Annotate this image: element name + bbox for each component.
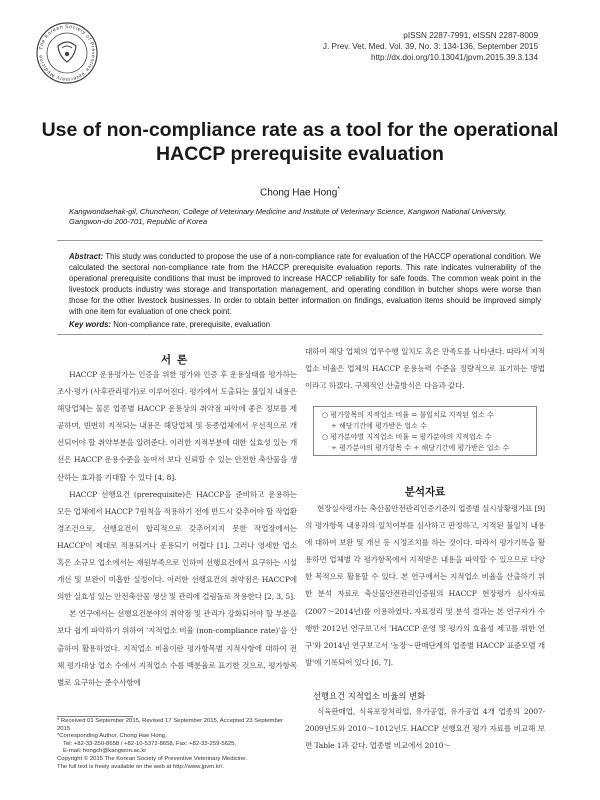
data-section-body xyxy=(305,500,545,671)
author-line xyxy=(0,186,600,198)
footnote xyxy=(57,716,297,771)
keywords-label: Key words: xyxy=(69,320,112,329)
formula-box xyxy=(313,406,537,456)
svg-text:The Korean Society of Preventi: The Korean Society of Preventive Veterinary Medicine xyxy=(38,23,97,83)
intro-body xyxy=(57,366,297,691)
formula-line: ○ 평가분야별 지적업소 비율 = 평가분야의 지적업소 수 xyxy=(322,433,492,441)
affiliation xyxy=(69,207,539,227)
footnote-line: *Corresponding Author, Chong Hae Hong, xyxy=(57,733,167,740)
affiliation-line-1: Kangwondaehak-gil, Chuncheon, College of Veterinary Medicine and Institute of Veterinary Science, Kangwon National University, xyxy=(69,207,507,216)
formula-line: ÷ 해당기간에 평가받은 업소 수 xyxy=(331,422,427,430)
paragraph: HACCP 선행요건 (prerequisite)은 HACCP을 준비하고 운용하는 모든 업체에서 HACCP 7원칙을 적용하기 전에 반드시 갖추어야 할 작업환경조건으로, 선행요건이 합리적으로 갖추어지지 못한 작업장에서는 HACCP이 제대로 적용되거나 운용되기 어렵다 [1]. 그러나 영세한 업소 혹은 소규모 업소에서는 재원부족으로 인하여 선행요건에서 요구하는 시설개선 및 보완이 미흡한 실정이다. 이러한 선행요건의 취약점은 HACCP에 의한 실효성 있는 안전축산물 생산 및 관리에 걸림돌로 작용한다 [2, 3, 5]. xyxy=(57,489,297,602)
affiliation-line-2: Gangwon-do 200-701, Republic of Korea xyxy=(69,217,208,226)
footnote-line: * Received 01 September 2015, Revised 17 September 2015, Accepted 23 September 2015 xyxy=(57,718,283,732)
title-line-2: HACCP prerequisite evaluation xyxy=(156,143,444,165)
article-title xyxy=(40,118,560,166)
abstract-text: This study was conducted to propose the use of a non-compliance rate for evaluation of the HACCP operational condition. We calculated the sectoral non-compliance rate from the HACCP prerequisite evaluation reports. This rate indicates vulnerability of the operational prerequisite conditions that must be improved to increase HACCP reliability for safe foods. The common weak point in the livestock products industry was storage and transportation management, and operating condition in butcher shops were worse than those for the other livestock businesses. In order to obtain better information on findings, evaluation items should be improved simply with one item for evaluation of one check point. xyxy=(69,252,541,317)
keywords xyxy=(69,320,541,329)
corresponding-mark: * xyxy=(337,186,340,193)
abstract-label: Abstract: xyxy=(69,252,104,261)
divider xyxy=(57,240,543,241)
formula-line: ○ 평가항목의 지적업소 비율 = 불일치로 지적된 업소 수 xyxy=(322,411,494,419)
subsection-body xyxy=(305,703,545,754)
doi-link[interactable]: http://dx.doi.org/10.13041/jpvm.2015.39.3.134 xyxy=(370,52,538,62)
formula-line: ÷ 평가분야의 평가항목 수 ÷ 해당기간에 평가받은 업소 수 xyxy=(331,444,510,452)
divider xyxy=(57,334,543,335)
title-line-1: Use of non-compliance rate as a tool for the operational xyxy=(41,119,559,141)
paragraph: 현장실사평가는 축산물안전관리인증기준의 업종별 실시상황평가표 [9]의 평가항목 내용과의 일치여부를 심사하고 판정하고, 지적된 불일치 내용에 대하여 보완 및 개선 등 시정조치를 하는 것이다. 따라서 평가기록을 활용하면 업체별 각 평가항목에서 지적받은 내용을 파악할 수 있으므로 다양한 목적으로 활용할 수 있다. 본 연구에서는 지적업소 비율을 산출하기 위한 분석 자료로 축산물안전관리인증원의 HACCP 현장평가 심사자료(2007～2014년)를 이용하였다. 자료정리 및 분석 결과는 본 연구자가 수행한 2012년 연구보고서 'HACCP 운영 및 평가의 효율성 제고를 위한 연구'와 2014년 연구보고서 '농장～판매단계의 업종별 HACCP 표준모델 개발'에 기록되어 있다 [6, 7]. xyxy=(305,504,545,667)
abstract xyxy=(69,251,541,317)
footnote-line: The full text is freely available on the web at http://www.jpvm.kr/. xyxy=(57,763,224,770)
keywords-text: Non-compliance rate, prerequisite, evaluation xyxy=(113,320,271,329)
footnote-line: E-mail: hongch@kangwon.ac.kr xyxy=(63,748,147,755)
paragraph: 본 연구에서는 선행요건분야의 취약점 및 관리가 강화되어야 할 부분을 보다 쉽게 파악하기 위하여 '지적업소 비율 (non-compliance rate)'을 산출하여 활용하였다. 지적업소 비율이란 평가항목별 지적사항에 대하여 전체 평가대상 업소 수에서 지적업소 수를 백분율로 표기한 것으로, 평가항목별로 요구하는 준수사항에 xyxy=(57,609,297,687)
issn-line: pISSN 2287-7991, eISSN 2287-8009 xyxy=(403,31,538,40)
intro-heading: 서론 xyxy=(160,354,194,366)
footnote-line: Copyright © 2015 The Korean Society of Preventive Veterinary Medicine. xyxy=(57,755,248,762)
footnote-line: Tel: +82-33-250-8658 / +82-10-5372-8658, Fax: +82-33-259-5625, xyxy=(63,740,237,747)
paragraph: HACCP 운용평가는 인증을 위한 평가와 인증 후 운용상태를 평가하는 조사·평가 (사후관리평가)로 이루어진다. 평가에서 도출되는 불일치 내용은 해당업체는 물론 업종별 HACCP 운용상의 취약점 파악에 좋은 정보를 제공하며, 빈번히 지적되는 내용은 해당업체 및 동종업체에서 우선적으로 개선되어야 할 취약부분을 알려준다. 이러한 지적부분에 대한 실효성 있는 개선은 HACCP 운용수준을 높여서 보다 신뢰할 수 있는 안전한 축산물을 생산하는 효과를 기대할 수 있다 [4, 8]. xyxy=(57,370,297,482)
journal-meta xyxy=(323,31,538,63)
paragraph: 대하여 해당 업체의 업무수행 일치도 혹은 만족도를 나타낸다. 따라서 지적업소 비율은 업체의 HACCP 운용능력 수준을 정량적으로 표기하는 방법이라고 하겠다. 구체적인 산출방식은 다음과 같다. xyxy=(305,347,545,391)
paragraph: 식육판매업, 식육포장처리업, 유가공업, 유가공업 4개 업종의 2007-2009년도와 2010～1012년도 HACCP 선행요건 평가 자료를 비교해 보면 Table 1과 같다. 업종별 비교에서 2010～ xyxy=(305,707,545,751)
society-seal-logo xyxy=(36,22,98,84)
author-name: Chong Hae Hong xyxy=(259,187,338,199)
data-section-heading: 분석자료 xyxy=(404,486,446,498)
citation-line: J. Prev. Vet. Med. Vol. 39, No. 3: 134-136, September 2015 xyxy=(322,41,538,51)
subsection-heading: 선행요건 지적업소 비율의 변화 xyxy=(313,691,426,701)
intro-continued xyxy=(305,343,545,394)
